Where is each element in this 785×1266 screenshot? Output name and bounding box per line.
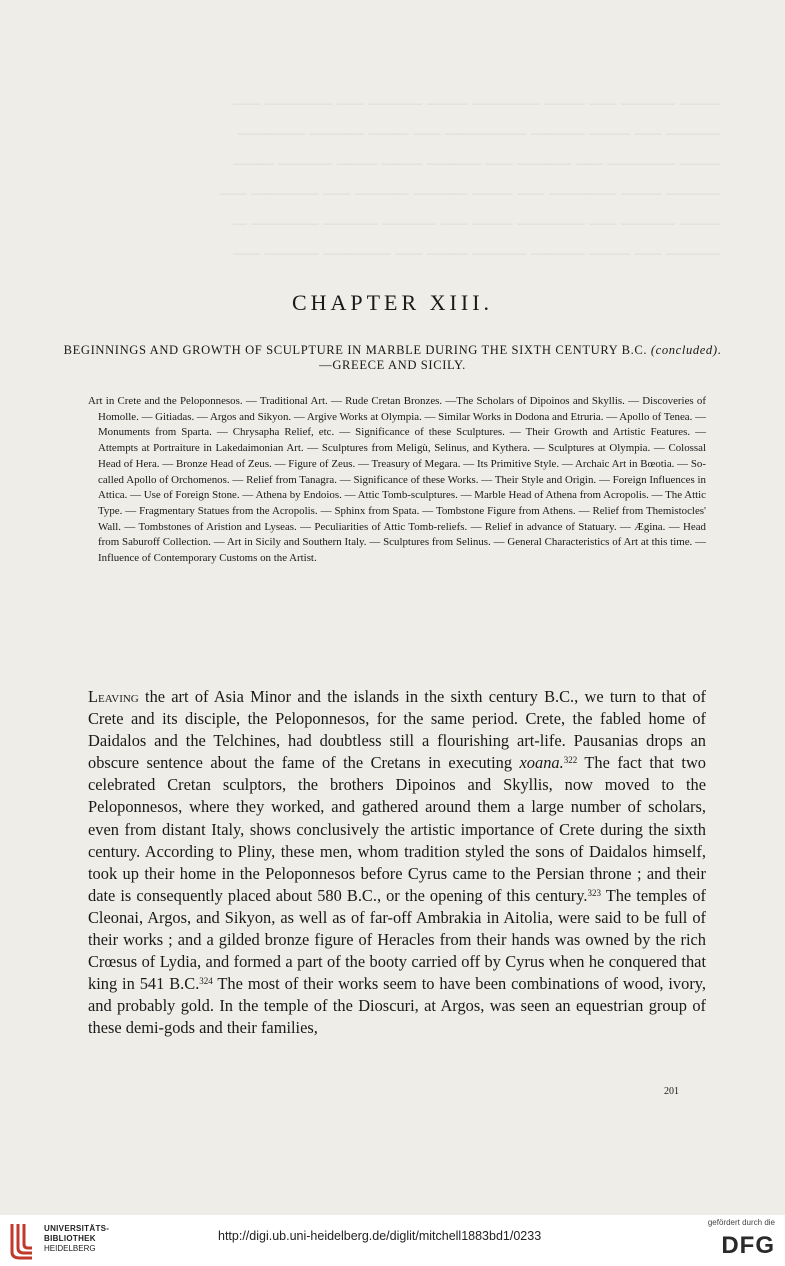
- footnote-ref-322[interactable]: 322: [563, 755, 578, 766]
- show-through-texture: ─── ──── ── ─── ───── ─── ──── ── ───── ── ──── ── ─── ──── ────── ── ─── ──── ───── ─── ───── ── ──── ── ──── ─── ─── ──── ─── ──── ─── ───── ── ─── ──── ──── ── ───── ── ─── ──── ── ───── ─── ── ──── ──── ───── ─ ──── ── ─── ──── ──── ─── ── ───── ──── ──: [219, 94, 720, 265]
- permalink-url[interactable]: http://digi.ub.uni-heidelberg.de/diglit/mitchell1883bd1/0233: [218, 1229, 542, 1243]
- chapter-synopsis: Art in Crete and the Peloponnesos. — Traditional Art. — Rude Cretan Bronzes. —The Scholars of Dipoinos and Skyllis. — Discoveries of Homolle. — Gitiadas. — Argos and Sikyon. — Argive Works at Olympia. — Similar Works in Dodona and Etruria. — Apollo of Tenea. — Monuments from Sparta. — Chrysapha Relief, etc. — Significance of these Sculptures. — Their Growth and Artistic Features. — Attempts at Portraiture in Lakedaimonian Art. — Sculptures from Meligù, Selinus, and Kythera. — Sculptures at Olympia. — Colossal Head of Hera. — Bronze Head of Zeus. — Figure of Zeus. — Treasury of Megara. — Its Primitive Style. — Archaic Art in Bœotia. — So-called Apollo of Orchomenos. — Relief from Tanagra. — Significance of these Works. — Their Style and Origin. — Foreign Influences in Attica. — Use of Foreign Stone. — Athena by Endoios. — Attic Tomb-sculptures. — Marble Head of Athena from Acropolis. — The Attic Type. — Fragmentary Statues from the Acropolis. — Sphinx from Spata. — Tombstone Figure from Athens. — Relief from Themistocles' Wall. — Tombstones of Aristion and Lyseas. — Peculiarities of Attic Tomb-reliefs. — Relief in advance of Statuary. — Ægina. — Head from Saburoff Collection. — Art in Sicily and Southern Italy. — Sculptures from Selinus. — General Characteristics of Art at this time. — Influence of Contemporary Customs on the Artist.: [88, 395, 706, 565]
- library-line-3: HEIDELBERG: [44, 1244, 96, 1253]
- chapter-subtitle: [60, 343, 725, 373]
- library-line-1: UNIVERSITÄTS-: [44, 1224, 110, 1233]
- library-logo-icon: [8, 1222, 36, 1260]
- body-text-2: The fact that two celebrated Cretan sculptors, the brothers Dipoinos and Skyllis, now moved to the Peloponnesos, where they worked, and gathered around them a large number of scholars, even from distant Italy, shows conclusively the artistic importance of Crete during the sixth century. According to Pliny, these men, whom tradition styled the sons of Daidalos himself, took up their home in the Peloponnesos before Cyrus came to the Persian throne ; and their date is consequently placed about 580 B.C., or the opening of this century.: [88, 753, 706, 905]
- footnote-ref-324[interactable]: 324: [199, 976, 213, 987]
- dfg-logo: DFG: [721, 1232, 775, 1259]
- subtitle-main: BEGINNINGS AND GROWTH OF SCULPTURE IN MARBLE DURING THE SIXTH CENTURY B.C.: [63, 343, 648, 357]
- body-paragraph: [88, 686, 706, 1040]
- footnote-ref-323[interactable]: 323: [587, 887, 601, 898]
- page-number: 201: [664, 1086, 679, 1097]
- lead-word: Leaving: [88, 687, 139, 706]
- body-text-3: The temples of Cleonai, Argos, and Sikyon, as well as of far-off Ambrakia in Aitolia, were said to be full of their works ; and a gilded bronze figure of Heracles from their hands was owned by the rich Crœsus of Lydia, and formed a part of the booty carried off by Cyrus when he conquered that king in 541 B.C.: [88, 885, 706, 994]
- library-name: [44, 1224, 109, 1254]
- body-text-1: the art of Asia Minor and the islands in the sixth century B.C., we turn to that of Crete and its disciple, the Peloponnesos, for the same period. Crete, the fabled home of Daidalos and the Telchines, had doubtless still a flourishing art-life. Pausanias drops an obscure sentence about the fame of the Cretans in executing: [88, 687, 706, 773]
- chapter-title: CHAPTER XIII.: [291, 290, 494, 315]
- body-text-4: The most of their works seem to have been combinations of wood, ivory, and probably gold. In the temple of the Dioscuri, at Argos, was seen an equestrian group of these demi-gods and their families,: [88, 974, 707, 1038]
- funded-by-label: gefördert durch die: [707, 1218, 775, 1227]
- subtitle-end: .—GREECE AND SICILY.: [319, 343, 722, 372]
- library-line-2: BIBLIOTHEK: [44, 1234, 96, 1243]
- xoana-term: xoana.: [519, 753, 564, 773]
- subtitle-note: (concluded): [650, 343, 718, 357]
